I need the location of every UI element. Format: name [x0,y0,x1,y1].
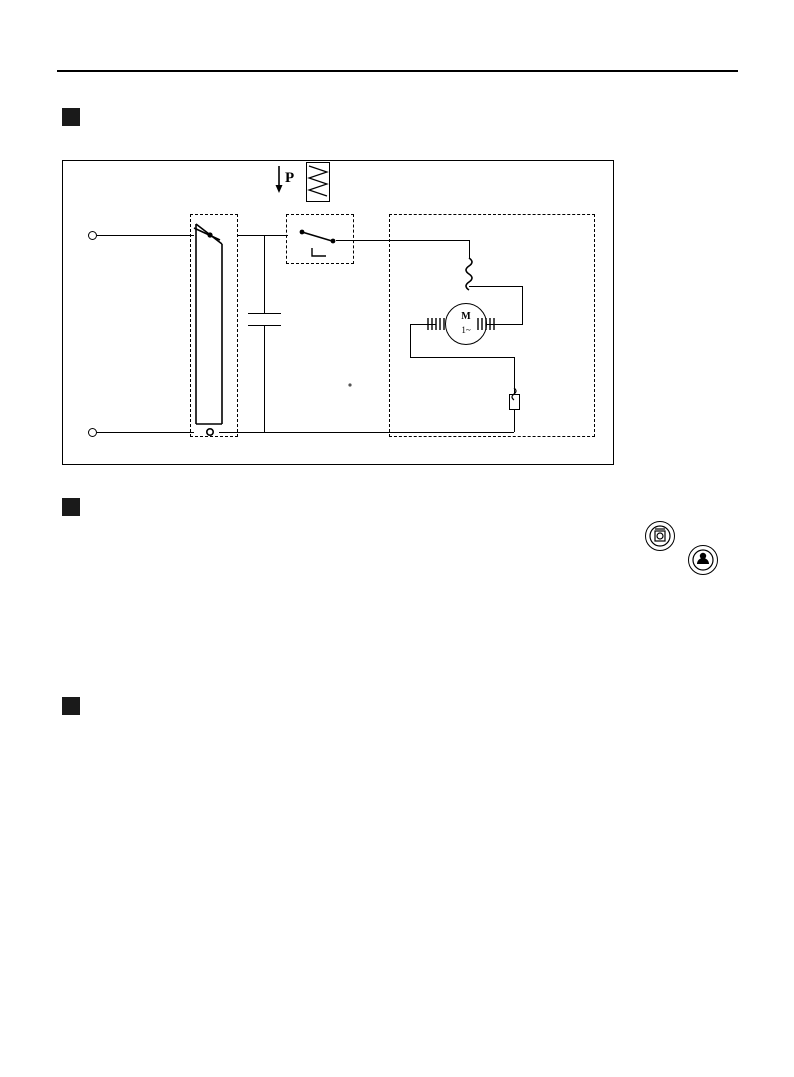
overload-protector-body [509,394,520,410]
pressure-sensor-body [306,162,330,202]
wire-relay-to-pswitch [238,235,288,236]
wire-pswitch-to-compressor [336,240,469,241]
appliance-badge-icon-2-glyph [689,546,717,574]
pressure-sensor-label: P [285,170,295,186]
wire-cap-bottom-lead [264,325,265,433]
wire-to-start-winding [469,240,470,258]
pressure-switch-enclosure [286,214,354,264]
wire-motor-to-overload [410,357,514,358]
appliance-badge-icon-1-glyph [646,522,674,550]
section-marker-2 [62,498,80,516]
section-marker-3 [62,697,80,715]
wire-overload-bottom-lead [514,409,515,432]
wire-motor-right-lead [487,324,523,325]
wire-cap-top-lead [264,235,265,313]
motor-symbol [445,303,487,345]
wire-bottom-rail-compressor [264,432,514,433]
motor-label-phase: 1~ [461,325,471,335]
wire-supply-top [97,235,194,236]
wire-bottom-rail [219,432,265,433]
supply-terminal-bottom [88,428,97,437]
relay-enclosure [190,214,238,437]
header-divider [57,70,738,72]
appliance-badge-icon-2 [688,545,718,575]
compressor-enclosure [389,214,595,437]
motor-label-m: M [461,311,471,322]
wire-motor-left-lead [410,324,436,325]
capacitor-plate-upper [248,313,281,314]
supply-terminal-top [88,231,97,240]
wire-winding-to-right [469,286,523,287]
appliance-badge-icon-1 [645,521,675,551]
wire-supply-bottom [97,432,194,433]
wire-overload-top-lead [514,357,515,394]
wire-motor-right-vertical [522,286,523,324]
wire-motor-left-down [410,324,411,357]
section-marker-1 [62,108,80,126]
